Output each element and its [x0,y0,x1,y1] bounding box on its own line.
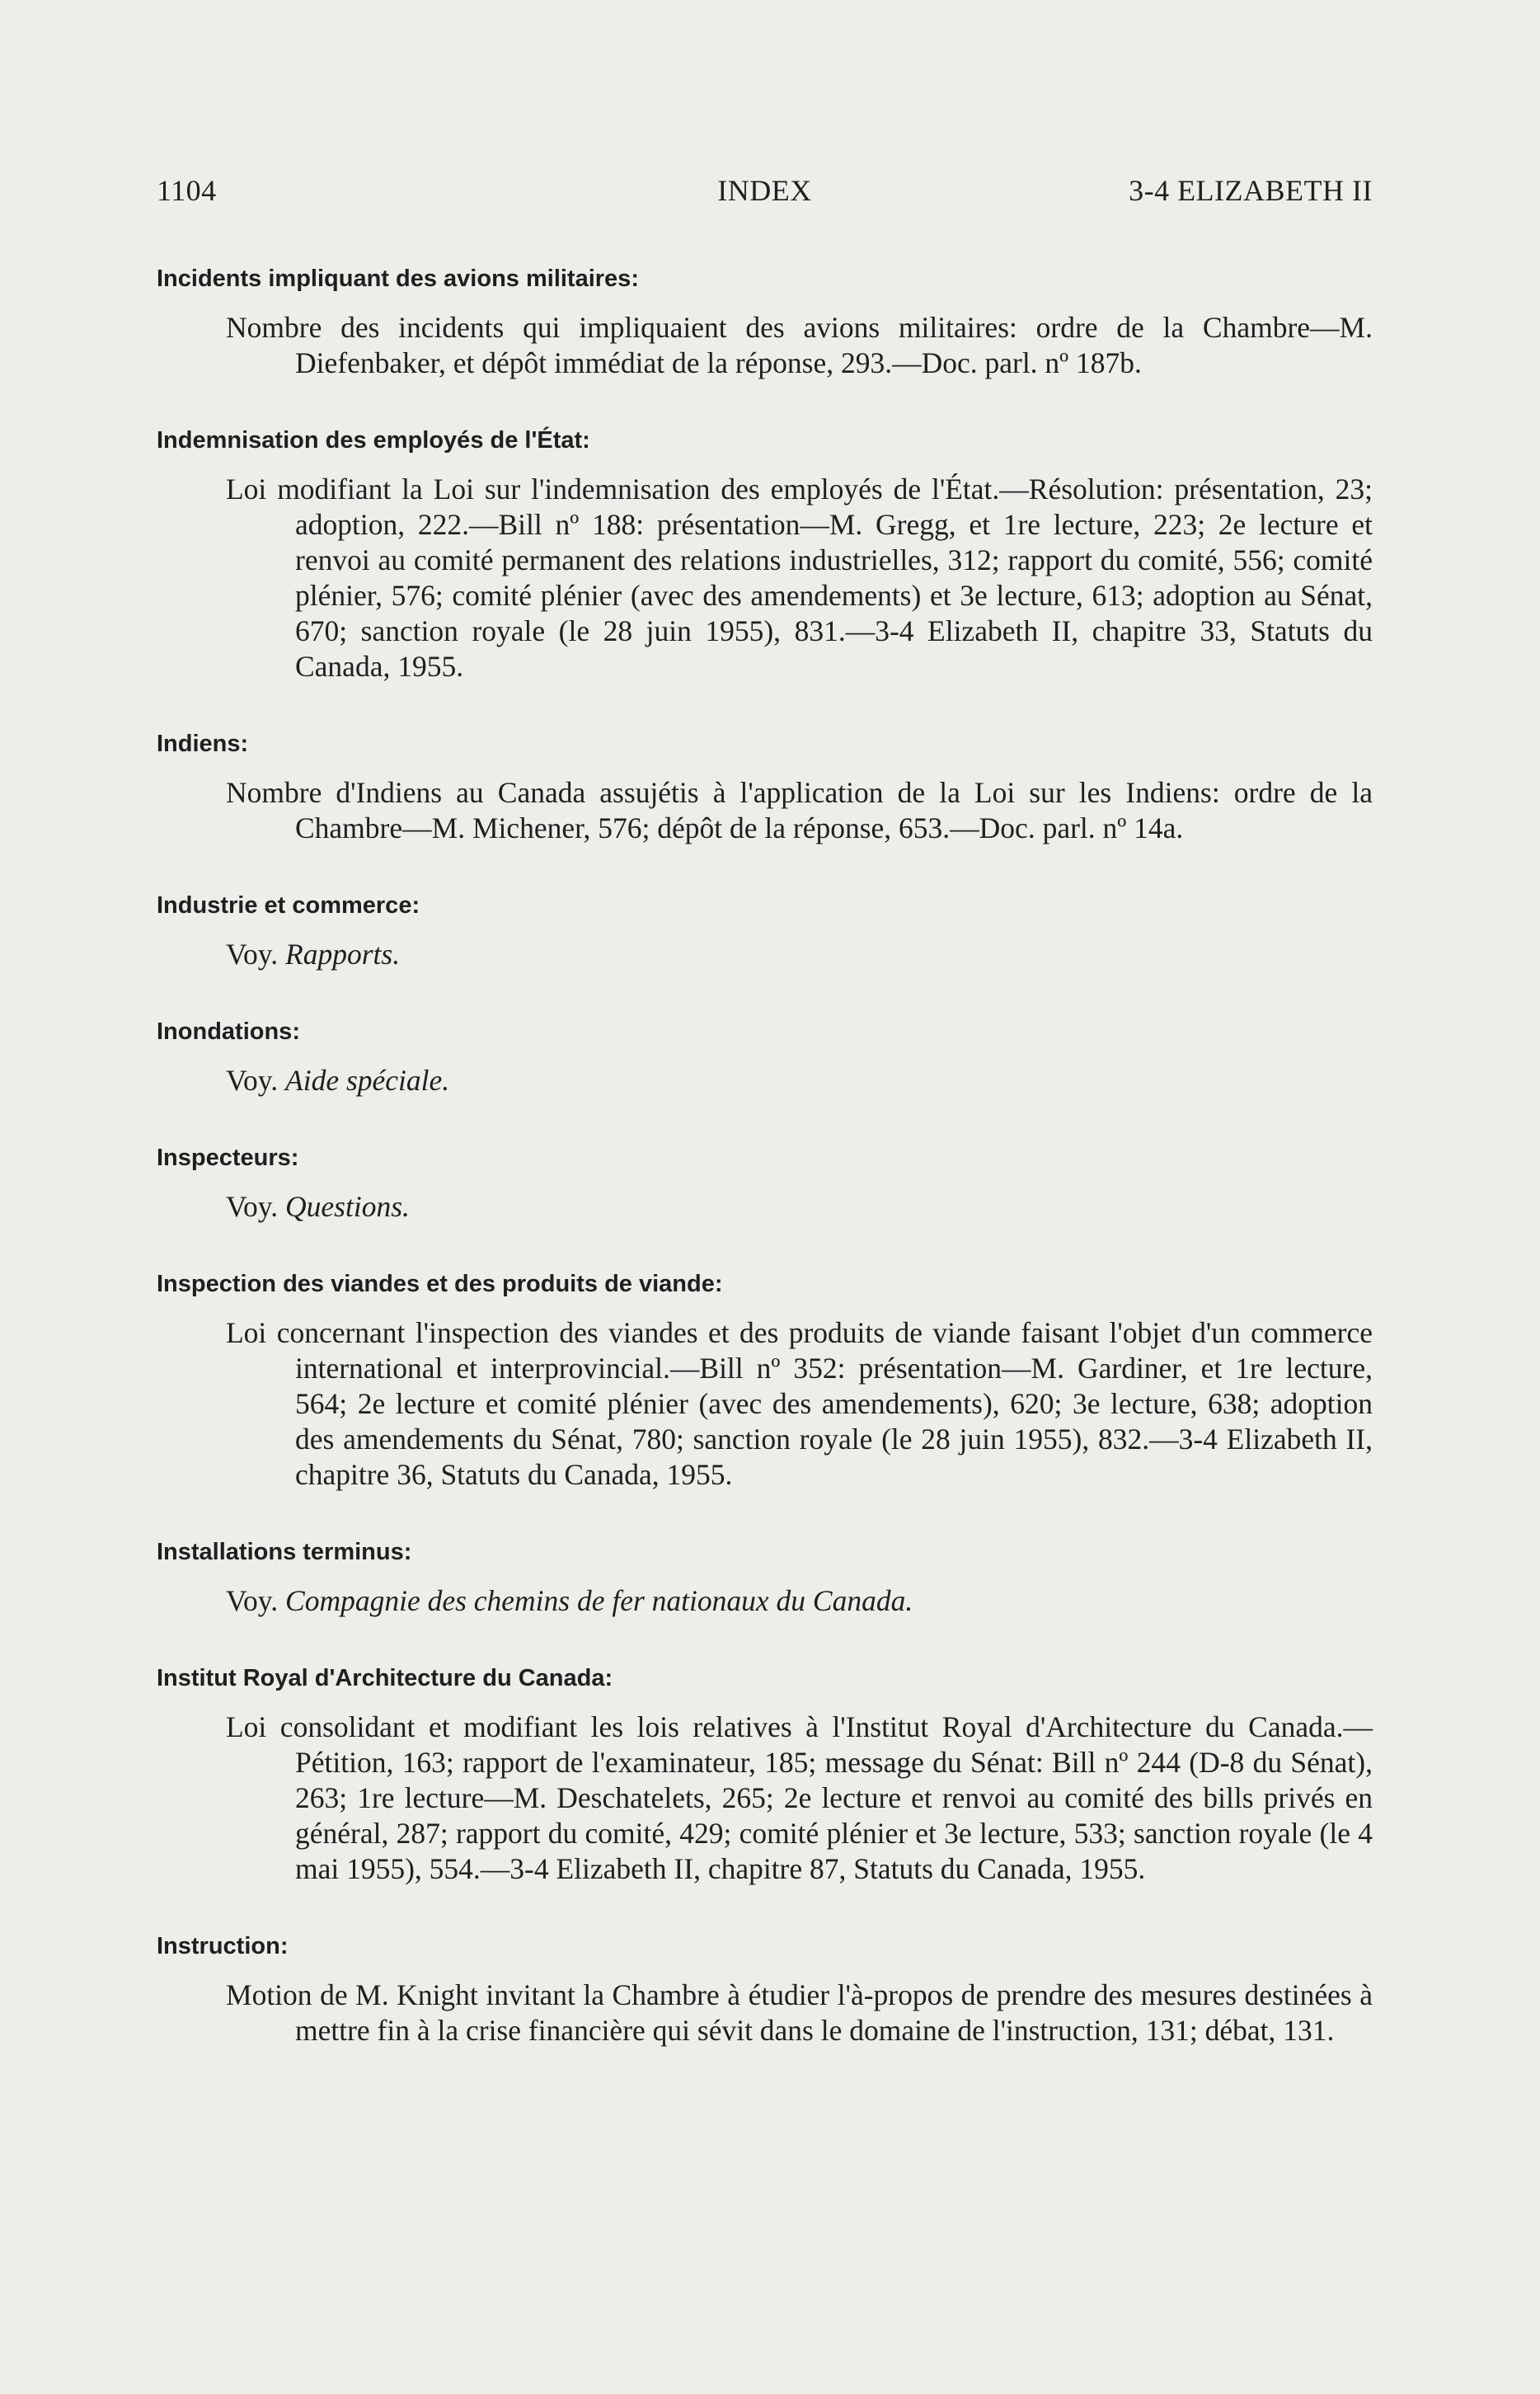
entry-text: Nombre d'Indiens au Canada assujétis à l'application de la Loi sur les Indiens: ordre de la Chambre—M. Michener, 576; dépôt de la réponse, 653.—Doc. parl. nº 14a. [226,776,1373,844]
index-entry [157,889,1373,972]
entry-cross-reference [226,937,1373,972]
index-entry [157,1015,1373,1098]
entry-heading: Indemnisation des employés de l'État: [157,427,590,454]
reference-target: Questions. [285,1190,410,1223]
entry-cross-reference [226,1583,1373,1619]
entry-heading: Inondations: [157,1018,300,1045]
entry-cross-reference [226,1063,1373,1098]
reference-target: Rapports. [285,938,401,971]
reference-target: Aide spéciale. [285,1064,450,1097]
running-title: INDEX [717,174,812,207]
entry-heading: Instruction: [157,1933,289,1959]
index-entry [157,1930,1373,2048]
entry-heading: Installations terminus: [157,1539,412,1565]
voy-prefix: Voy. [226,938,286,971]
index-entry [157,1536,1373,1619]
page-header [157,173,1373,214]
index-entry [157,424,1373,684]
entry-text: Nombre des incidents qui impliquaient des avions militaires: ordre de la Chambre—M. Diefenbaker, et dépôt immédiat de la réponse, 293.—Doc. parl. nº 187b. [226,311,1373,379]
voy-prefix: Voy. [226,1190,286,1223]
entry-cross-reference [226,1189,1373,1225]
entry-heading: Indiens: [157,731,249,757]
voy-prefix: Voy. [226,1584,286,1617]
index-entry [157,1141,1373,1225]
entry-text: Loi concernant l'inspection des viandes et des produits de viande faisant l'objet d'un commerce international et interprovincial.—Bill nº 352: présentation—M. Gardiner, et 1re lecture, 564; 2e lecture et comité plénier (avec des amendements), 620; 3e lecture, 638; adoption des amendements du Sénat, 780; sanction royale (le 28 juin 1955), 832.—3-4 Elizabeth II, chapitre 36, Statuts du Canada, 1955. [226,1316,1373,1491]
entry-text: Loi modifiant la Loi sur l'indemnisation des employés de l'État.—Résolution: présentation, 23; adoption, 222.—Bill nº 188: présentation—M. Gregg, et 1re lecture, 223; 2e lecture et renvoi au comité permanent des relations industrielles, 312; rapport du comité, 556; comité plénier, 576; comité plénier (avec des amendements) et 3e lecture, 613; adoption au Sénat, 670; sanction royale (le 28 juin 1955), 831.—3-4 Elizabeth II, chapitre 33, Statuts du Canada, 1955. [226,473,1373,683]
entry-heading: Institut Royal d'Architecture du Canada: [157,1665,613,1691]
entry-text: Motion de M. Knight invitant la Chambre à étudier l'à-propos de prendre des mesures destinées à mettre fin à la crise financière qui sévit dans le domaine de l'instruction, 131; débat, 131. [226,1978,1373,2047]
index-entry [157,262,1373,381]
entry-heading: Industrie et commerce: [157,892,420,919]
index-entry [157,1662,1373,1887]
entry-heading: Incidents impliquant des avions militaires: [157,266,639,292]
reference-target: Compagnie des chemins de fer nationaux du Canada. [285,1584,913,1617]
index-entries [157,262,1373,2091]
entry-heading: Inspection des viandes et des produits de viande: [157,1271,723,1297]
entry-heading: Inspecteurs: [157,1145,299,1171]
volume-label: 3-4 ELIZABETH II [1129,174,1373,207]
page-number: 1104 [157,174,217,207]
entry-text: Loi consolidant et modifiant les lois relatives à l'Institut Royal d'Architecture du Canada.—Pétition, 163; rapport de l'examinateur, 185; message du Sénat: Bill nº 244 (D-8 du Sénat), 263; 1re lecture—M. Deschatelets, 265; 2e lecture et renvoi au comité des bills privés en général, 287; rapport du comité, 429; comité plénier et 3e lecture, 533; sanction royale (le 4 mai 1955), 554.—3-4 Elizabeth II, chapitre 87, Statuts du Canada, 1955. [226,1710,1373,1885]
voy-prefix: Voy. [226,1064,286,1097]
index-entry [157,1268,1373,1493]
index-entry [157,727,1373,846]
